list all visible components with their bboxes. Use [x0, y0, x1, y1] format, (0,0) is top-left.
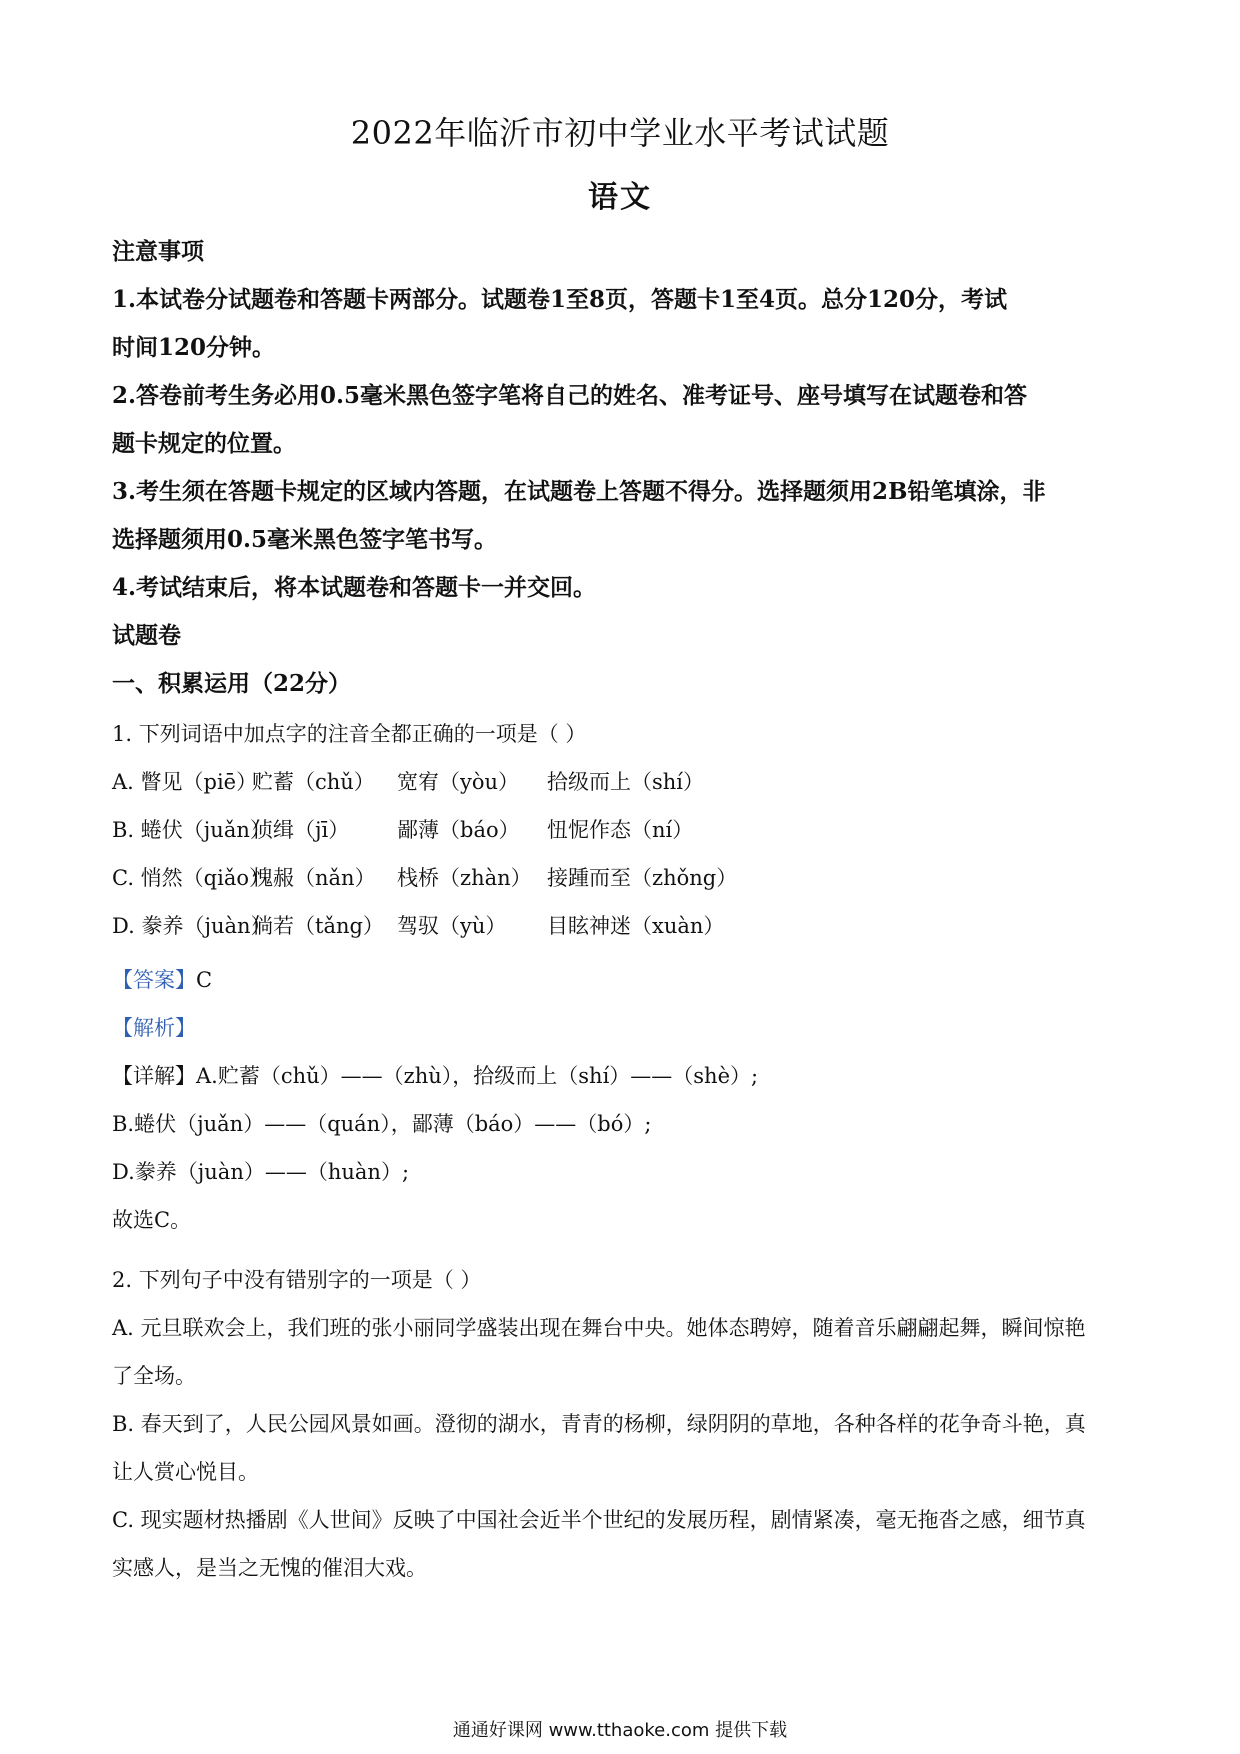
- option-item: 目眩神迷（xuàn）: [547, 914, 725, 938]
- option-item: 侦缉（jī）: [252, 818, 350, 842]
- option-line: 实感人，是当之无愧的催泪大戏。: [112, 1556, 427, 1580]
- subject-title: 语文: [588, 180, 652, 215]
- page-footer: 通通好课网 www.tthaoke.com 提供下载: [452, 1720, 788, 1741]
- question-2: [112, 1256, 1132, 1592]
- option-item: 倘若（tǎng）: [252, 914, 384, 938]
- answer-line: [112, 956, 1132, 1004]
- analysis-label: 【解析】: [112, 1016, 196, 1040]
- option-row-c: [112, 854, 1132, 902]
- option-item: 鄙薄（báo）: [397, 818, 520, 842]
- conclusion-line: 故选C。: [112, 1208, 192, 1232]
- option-line: 让人赏心悦目。: [112, 1460, 259, 1484]
- notice-heading: 注意事项: [112, 238, 204, 265]
- option-item: C. 悄然（qiǎo）: [112, 866, 270, 890]
- notice-line: 选择题须用0.5毫米黑色签字笔书写。: [112, 526, 498, 553]
- option-item: D. 豢养（juàn）: [112, 914, 272, 938]
- option-line: C. 现实题材热播剧《人世间》反映了中国社会近半个世纪的发展历程，剧情紧凑，毫无拖沓之感，细节真: [112, 1508, 1086, 1532]
- notice-line: 题卡规定的位置。: [112, 430, 296, 457]
- answer-value: C: [196, 968, 213, 992]
- option-row-a: [112, 758, 1132, 806]
- notice-line: 时间120分钟。: [112, 334, 276, 361]
- option-item: B. 蜷伏（juǎn）: [112, 818, 271, 842]
- question-1: [112, 710, 1132, 1244]
- option-item: 贮蓄（chǔ）: [252, 770, 375, 794]
- option-item: 接踵而至（zhǒng）: [547, 866, 738, 890]
- option-item: 愧赧（nǎn）: [252, 866, 376, 890]
- detail-line: D.豢养（juàn）——（huàn）;: [112, 1160, 410, 1184]
- detail-line: B.蜷伏（juǎn）——（quán），鄙薄（báo）——（bó）;: [112, 1112, 652, 1136]
- part1-heading: 一、积累运用（22分）: [112, 670, 352, 697]
- option-item: 栈桥（zhàn）: [397, 866, 532, 890]
- option-item: 拾级而上（shí）: [547, 770, 705, 794]
- question-stem: 2. 下列句子中没有错别字的一项是（ ）: [112, 1268, 482, 1292]
- notice-section: [112, 228, 1132, 708]
- page-title: 2022年临沂市初中学业水平考试试题: [350, 114, 890, 152]
- answer-label: 【答案】: [112, 968, 196, 992]
- notice-line: 4.考试结束后，将本试题卷和答题卡一并交回。: [112, 574, 597, 601]
- option-line: A. 元旦联欢会上，我们班的张小丽同学盛装出现在舞台中央。她体态聘婷，随着音乐翩翩起舞，瞬间惊艳: [112, 1316, 1086, 1340]
- option-line: B. 春天到了，人民公园风景如画。澄彻的湖水，青青的杨柳，绿阴阴的草地，各种各样的花争奇斗艳，真: [112, 1412, 1086, 1436]
- option-item: 忸怩作态（ní）: [547, 818, 694, 842]
- option-row-b: [112, 806, 1132, 854]
- option-line: 了全场。: [112, 1364, 196, 1388]
- section-label: 试题卷: [112, 622, 181, 649]
- detail-line: 【详解】A.贮蓄（chǔ）——（zhù），拾级而上（shí）——（shè）;: [112, 1064, 759, 1088]
- notice-line: 1.本试卷分试题卷和答题卡两部分。试题卷1至8页，答题卡1至4页。总分120分，考试: [112, 286, 1008, 313]
- question-stem: 1. 下列词语中加点字的注音全都正确的一项是（ ）: [112, 722, 587, 746]
- notice-line: 3.考生须在答题卡规定的区域内答题，在试题卷上答题不得分。选择题须用2B铅笔填涂，非: [112, 478, 1046, 505]
- option-row-d: [112, 902, 1132, 950]
- option-item: 宽宥（yòu）: [397, 770, 520, 794]
- notice-line: 2.答卷前考生务必用0.5毫米黑色签字笔将自己的姓名、准考证号、座号填写在试题卷和答: [112, 382, 1028, 409]
- option-item: A. 瞥见（piē）: [112, 770, 258, 794]
- option-item: 驾驭（yù）: [397, 914, 507, 938]
